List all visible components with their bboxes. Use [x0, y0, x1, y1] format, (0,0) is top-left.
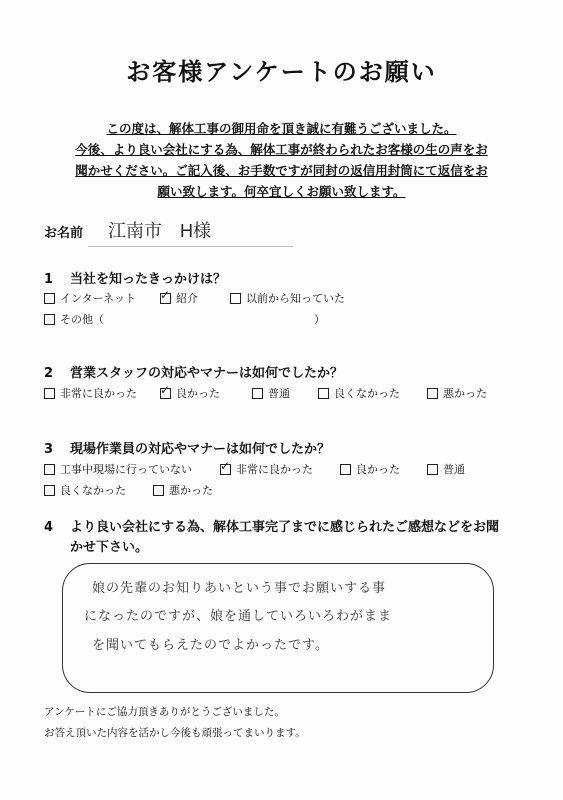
- question-number: 2: [44, 366, 54, 381]
- checkbox-checked[interactable]: [160, 388, 171, 399]
- option-good[interactable]: [340, 461, 400, 477]
- intro-line: この度は、解体工事の御用命を頂き誠に有難うございました。: [106, 121, 457, 136]
- option-average[interactable]: [252, 385, 290, 401]
- handwritten-answer-line: になったのですが、娘を通していろいろわがまま: [84, 609, 393, 624]
- option-very-good[interactable]: [44, 385, 137, 401]
- option-label: インターネット: [60, 292, 137, 305]
- option-label: 普通: [268, 387, 290, 400]
- question-4-cont: かせ下さい。: [70, 540, 149, 555]
- option-other[interactable]: [44, 311, 104, 327]
- intro-text: [40, 118, 523, 202]
- checkbox[interactable]: [230, 293, 241, 304]
- handwritten-answer-line: を聞いてもらえたのでよかったです。: [92, 638, 329, 653]
- question-3: [44, 438, 330, 457]
- checkbox[interactable]: [44, 314, 55, 325]
- option-bad[interactable]: [153, 482, 213, 498]
- option-label: 悪かった: [169, 484, 213, 497]
- question-text: 現場作業員の対応やマナーは如何でしたか？: [70, 442, 331, 457]
- option-label: 良くなかった: [60, 484, 126, 497]
- question-number: 1: [44, 272, 54, 287]
- checkbox[interactable]: [427, 464, 438, 475]
- option-label: 普通: [443, 463, 465, 476]
- option-other-close: ）: [314, 313, 325, 326]
- checkbox[interactable]: [44, 485, 55, 496]
- checkbox[interactable]: [153, 485, 164, 496]
- checkbox[interactable]: [252, 388, 263, 399]
- checkbox-checked[interactable]: [220, 464, 231, 475]
- checkbox[interactable]: [318, 388, 329, 399]
- option-label: その他（: [60, 313, 104, 326]
- question-text: 営業スタッフの対応やマナーは如何でしたか？: [70, 366, 344, 381]
- checkbox[interactable]: [44, 464, 55, 475]
- checkbox[interactable]: [340, 464, 351, 475]
- option-label: 良かった: [356, 463, 400, 476]
- name-label: お名前: [44, 226, 84, 241]
- option-not-visited[interactable]: [44, 461, 192, 477]
- option-bad[interactable]: [427, 385, 487, 401]
- option-referral[interactable]: [160, 290, 198, 306]
- checkbox[interactable]: [44, 293, 55, 304]
- option-label: 良くなかった: [334, 387, 400, 400]
- question-4: [44, 516, 534, 535]
- option-not-good[interactable]: [44, 482, 126, 498]
- name-value: 江南市 H様: [108, 221, 211, 241]
- footer-thanks: アンケートにご協力頂きありがとうございました。: [44, 706, 285, 718]
- question-number: 3: [44, 442, 54, 457]
- option-label: 工事中現場に行っていない: [60, 463, 192, 476]
- handwritten-answer-line: 娘の先輩のお知りあいという事でお願いする事: [92, 581, 387, 596]
- option-label: 非常に良かった: [236, 463, 313, 476]
- question-number: 4: [44, 520, 54, 535]
- question-text: より良い会社にする為、解体工事完了までに感じられたご感想などをお聞: [70, 520, 500, 535]
- question-1: [44, 268, 226, 287]
- survey-title: お客様アンケートのお願い: [126, 58, 437, 86]
- option-label: 以前から知っていた: [246, 292, 345, 305]
- question-2: [44, 362, 343, 381]
- option-internet[interactable]: [44, 290, 136, 306]
- intro-line: 願い致します。何卒宜しくお願い致します。: [157, 184, 406, 199]
- option-label: 悪かった: [443, 387, 487, 400]
- option-label: 非常に良かった: [60, 387, 137, 400]
- option-known-before[interactable]: [230, 290, 345, 306]
- checkbox[interactable]: [44, 388, 55, 399]
- checkbox[interactable]: [427, 388, 438, 399]
- option-good[interactable]: [160, 385, 220, 401]
- option-label: 良かった: [176, 387, 220, 400]
- question-text: 当社を知ったきっかけは？: [70, 272, 227, 287]
- option-average[interactable]: [427, 461, 465, 477]
- footer-promise: お答え頂いた内容を活かし今後も頑張ってまいります。: [44, 727, 306, 739]
- option-very-good[interactable]: [220, 461, 313, 477]
- option-label: 紹介: [176, 292, 198, 305]
- option-not-good[interactable]: [318, 385, 400, 401]
- intro-line: 今後、より良い会社にする為、解体工事が終わられたお客様の生の声をお: [75, 142, 488, 157]
- intro-line: 聞かせください。ご記入後、お手数ですが同封の返信用封筒にて返信をお: [75, 163, 488, 178]
- checkbox-checked[interactable]: [160, 293, 171, 304]
